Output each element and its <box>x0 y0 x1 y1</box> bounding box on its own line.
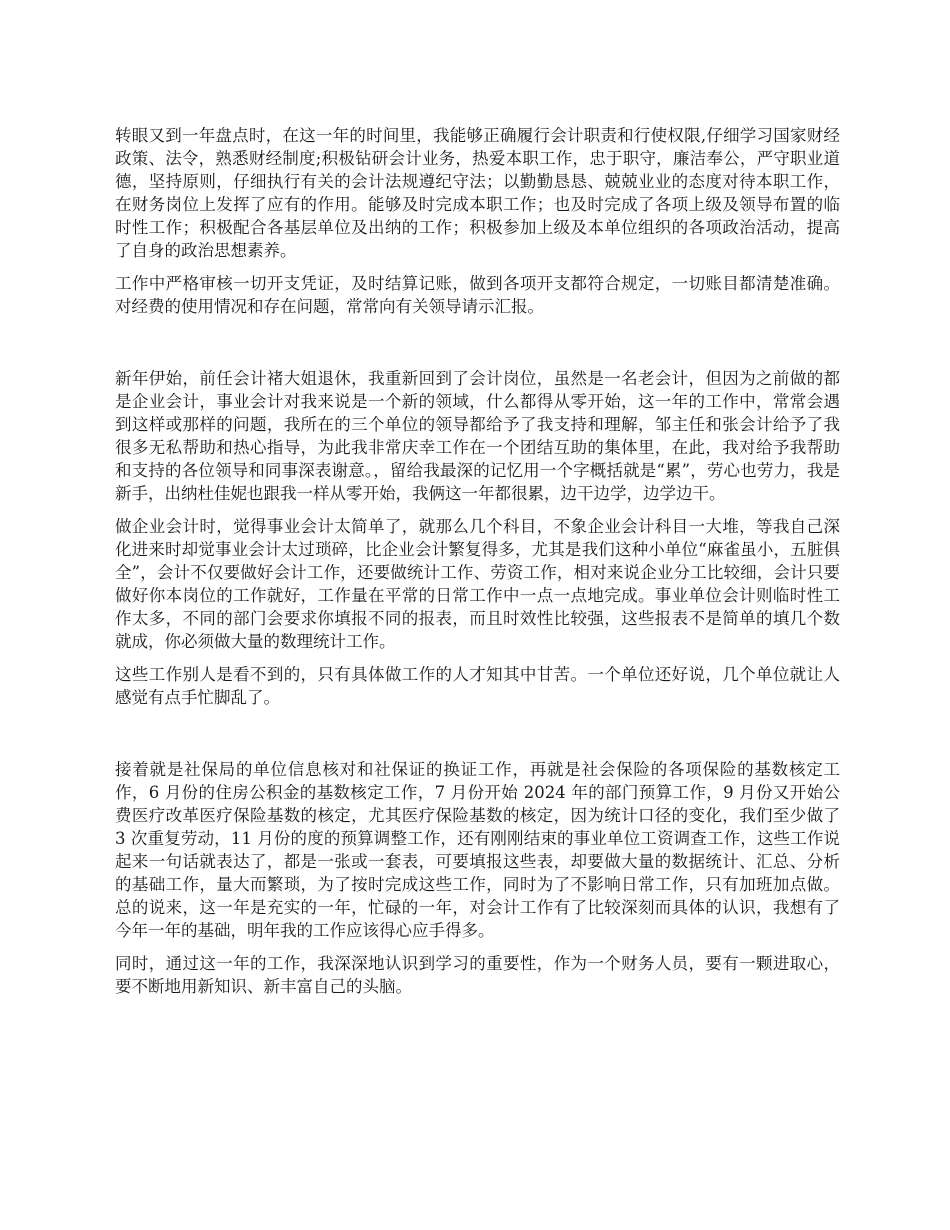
paragraph: 转眼又到一年盘点时，在这一年的时间里，我能够正确履行会计职责和行使权限,仔细学习国家财经政策、法令，熟悉财经制度;积极钻研会计业务，热爱本职工作，忠于职守，廉洁奉公，严守职业道德，坚持原则，仔细执行有关的会计法规遵纪守法；以勤勤恳恳、兢兢业业的态度对待本职工作，在财务岗位上发挥了应有的作用。能够及时完成本职工作；也及时完成了各项上级及领导布置的临时性工作；积极配合各基层单位及出纳的工作；积极参加上级及本单位组织的各项政治活动，提高了自身的政治思想素养。 <box>115 126 840 260</box>
paragraph: 新年伊始，前任会计褚大姐退休，我重新回到了会计岗位，虽然是一名老会计，但因为之前做的都是企业会计，事业会计对我来说是一个新的领域，什么都得从零开始，这一年的工作中，常常会遇到这样或那样的问题，我所在的三个单位的领导都给予了我支持和理解，邹主任和张会计给予了我很多无私帮助和热心指导，为此我非常庆幸工作在一个团结互助的集体里，在此，我对给予我帮助和支持的各位领导和同事深表谢意。，留给我最深的记忆用一个字概括就是“累”，劳心也劳力，我是新手，出纳杜佳妮也跟我一样从零开始，我俩这一年都很累，边干边学，边学边干。 <box>115 369 840 503</box>
paragraph: 工作中严格审核一切开支凭证，及时结算记账，做到各项开支都符合规定，一切账目都清楚准确。对经费的使用情况和存在问题，常常向有关领导请示汇报。 <box>115 274 840 316</box>
section-gap <box>115 719 840 758</box>
section-gap <box>115 328 840 367</box>
document-body <box>115 124 840 1008</box>
paragraph: 接着就是社保局的单位信息核对和社保证的换证工作，再就是社会保险的各项保险的基数核定工作，6 月份的住房公积金的基数核定工作，7 月份开始 2024 年的部门预算工作，9 月份又开始公费医疗改革医疗保险基数的核定，尤其医疗保险基数的核定，因为统计口径的变化，我们至少做了 3 次重复劳动，11 月份的度的预算调整工作，还有刚刚结束的事业单位工资调查工作，这些工作说起来一句话就表达了，都是一张或一套表，可要填报这些表，却要做大量的数据统计、汇总、分析的基础工作，量大而繁琐，为了按时完成这些工作，同时为了不影响日常工作，只有加班加点做。总的说来，这一年是充实的一年，忙碌的一年，对会计工作有了比较深刻而具体的认识，我想有了今年一年的基础，明年我的工作应该得心应手得多。 <box>115 760 840 940</box>
paragraph: 同时，通过这一年的工作，我深深地认识到学习的重要性，作为一个财务人员，要有一颗进取心，要不断地用新知识、新丰富自己的头脑。 <box>115 954 840 996</box>
paragraph: 做企业会计时，觉得事业会计太简单了，就那么几个科目，不象企业会计科目一大堆，等我自己深化进来时却觉事业会计太过琐碎，比企业会计繁复得多，尤其是我们这种小单位“麻雀虽小，五脏俱全”，会计不仅要做好会计工作，还要做统计工作、劳资工作，相对来说企业分工比较细，会计只要做好你本岗位的工作就好，工作量在平常的日常工作中一点一点地完成。事业单位会计则临时性工作太多，不同的部门会要求你填报不同的报表，而且时效性比较强，这些报表不是简单的填几个数就成，你必须做大量的数理统计工作。 <box>115 517 840 651</box>
paragraph: 这些工作别人是看不到的，只有具体做工作的人才知其中甘苦。一个单位还好说，几个单位就让人感觉有点手忙脚乱了。 <box>115 665 840 707</box>
